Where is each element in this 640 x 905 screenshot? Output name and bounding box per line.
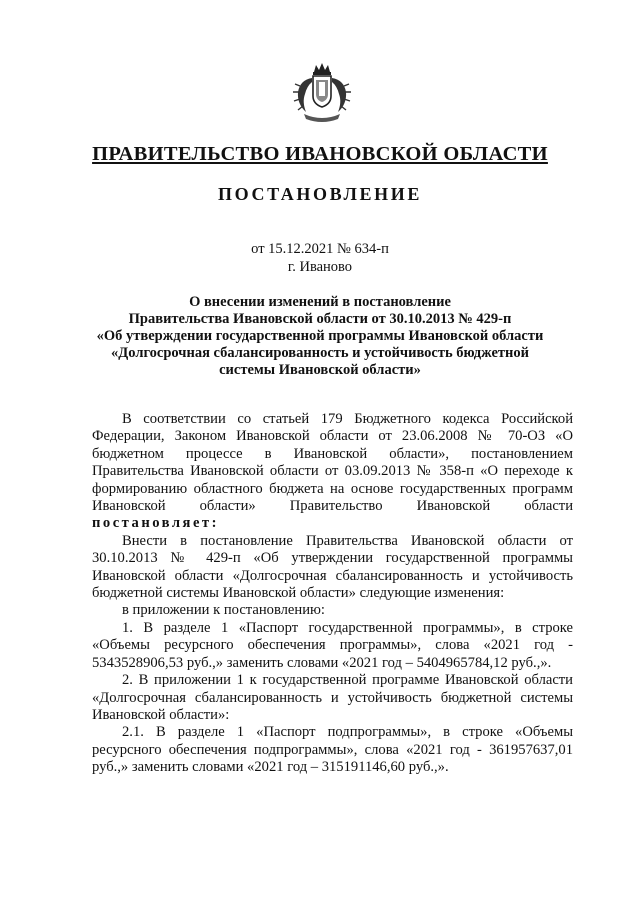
document-type: ПОСТАНОВЛЕНИЕ [218, 184, 422, 204]
city: г. Иваново [287, 259, 353, 275]
title-line: Правительства Ивановской области от 30.10.2013 № 429-п [128, 311, 512, 327]
title-line: системы Ивановской области» [219, 362, 421, 378]
paragraph-text: В соответствии со статьей 179 Бюджетного кодекса Российской Федерации, Законом Ивановской области от 23.06.2008 № 70-ОЗ «О бюджетном процессе в Ивановской области», постановлением Правительства Ивановской области от 03.09.2013 № 358-п «О переходе к формированию областного бюджета на основе государственных программ Ивановской области» Правительство Ивановской области [92, 411, 573, 515]
paragraph: 2.1. В разделе 1 «Паспорт подпрограммы», в строке «Объемы ресурсного обеспечения подпрограммы», слова «2021 год - 361957637,01 руб.,» заменить словами «2021 год – 315191146,60 руб.,». [92, 724, 573, 776]
document-body [92, 411, 573, 777]
paragraph: Внести в постановление Правительства Ивановской области от 30.10.2013 № 429-п «Об утверждении государственной программы Ивановской области «Долгосрочная сбалансированность и устойчивость бюджетной системы Ивановской области» следующие изменения: [92, 532, 573, 602]
paragraph: в приложении к постановлению: [122, 602, 325, 619]
date-number: от 15.12.2021 № 634-п [251, 241, 389, 257]
title-line: «Долгосрочная сбалансированность и устойчивость бюджетной [111, 345, 529, 361]
document-meta [0, 240, 640, 276]
document-title [60, 294, 580, 379]
title-line: «Об утверждении государственной программы Ивановской области [96, 328, 544, 344]
paragraph: 2. В приложении 1 к государственной программе Ивановской области «Долгосрочная сбалансированность и устойчивость бюджетной системы Ивановской области»: [92, 672, 573, 723]
resolution-word: постановляет: [92, 515, 219, 532]
paragraph: 1. В разделе 1 «Паспорт государственной программы», в строке «Объемы ресурсного обеспечения программы», слова «2021 год - 5343528906,53 руб.,» заменить словами «2021 год – 5404965784,12 руб.,». [92, 619, 573, 671]
government-name: ПРАВИТЕЛЬСТВО ИВАНОВСКОЙ ОБЛАСТИ [92, 143, 548, 165]
paragraph [92, 411, 573, 533]
title-line: О внесении изменений в постановление [189, 294, 451, 310]
coat-of-arms-icon [292, 62, 352, 126]
